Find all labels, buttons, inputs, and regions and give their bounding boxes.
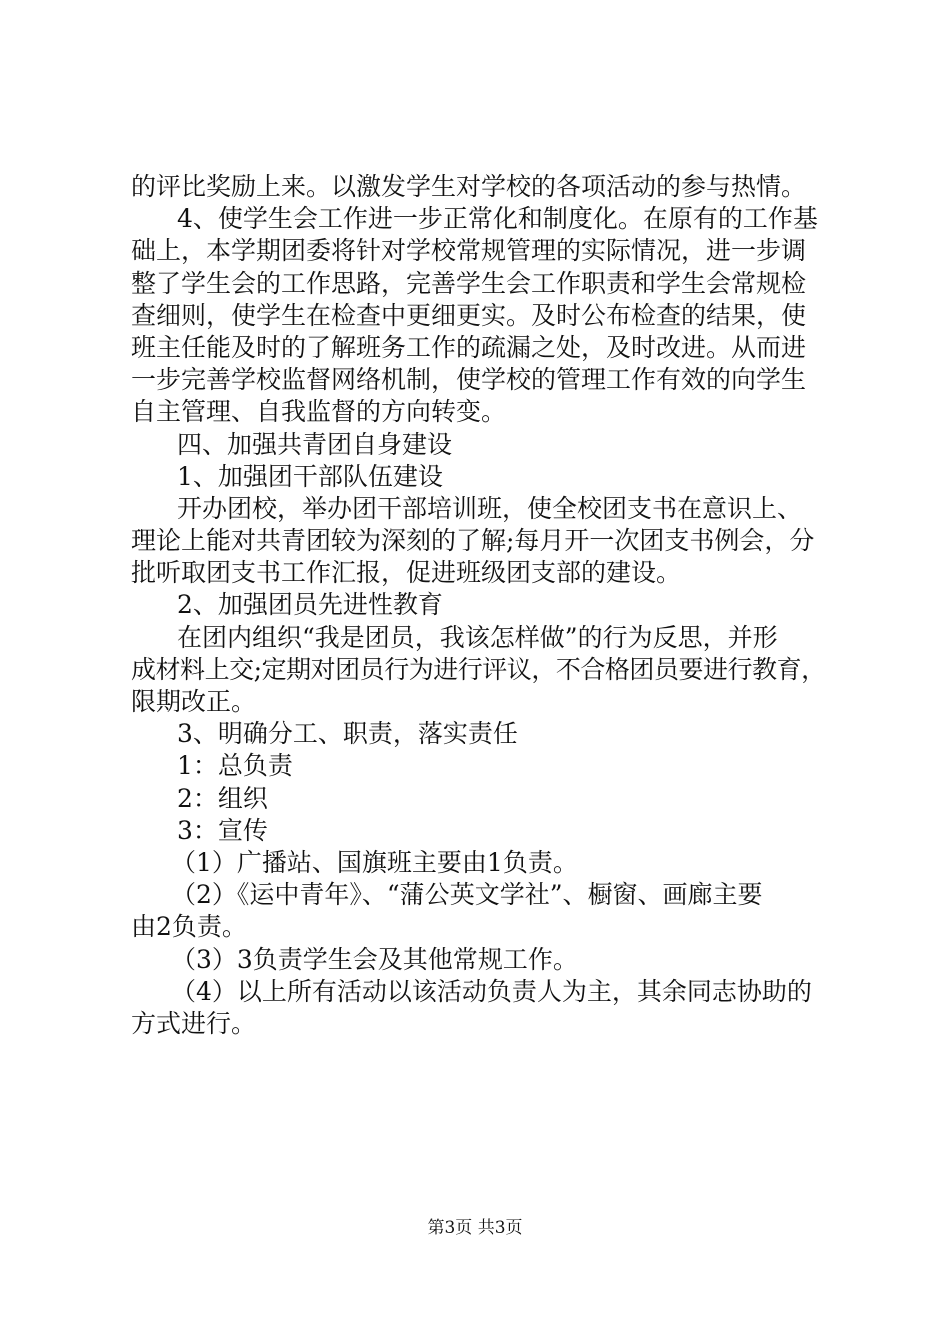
paragraph-line: 班主任能及时的了解班务工作的疏漏之处，及时改进。从而进 xyxy=(131,332,807,362)
subsection-heading: 3、明确分工、职责，落实责任 xyxy=(177,719,518,749)
list-item: （3）3负责学生会及其他常规工作。 xyxy=(171,944,578,974)
list-item: 2：组织 xyxy=(177,783,268,813)
paragraph-line: 开办团校，举办团干部培训班，使全校团支书在意识上、 xyxy=(177,493,803,523)
page-number-footer: 第3页 共3页 xyxy=(427,1218,523,1238)
paragraph-line: 自主管理、自我监督的方向转变。 xyxy=(131,397,507,427)
paragraph-line: 4、使学生会工作进一步正常化和制度化。在原有的工作基 xyxy=(177,204,818,234)
document-body xyxy=(131,171,831,1040)
subsection-heading: 1、加强团干部队伍建设 xyxy=(177,461,443,491)
section-heading: 四、加强共青团自身建设 xyxy=(177,429,453,459)
paragraph-line: 由2负责。 xyxy=(131,912,247,942)
paragraph-line: 整了学生会的工作思路，完善学生会工作职责和学生会常规检 xyxy=(131,268,807,298)
list-item: （1）广播站、国旗班主要由1负责。 xyxy=(171,847,578,877)
paragraph-line: 一步完善学校监督网络机制，使学校的管理工作有效的向学生 xyxy=(131,365,807,395)
list-item: 3：宣传 xyxy=(177,815,268,845)
paragraph-line: 限期改正。 xyxy=(131,687,257,716)
paragraph-line: 查细则，使学生在检查中更细更实。及时公布检查的结果，使 xyxy=(131,300,807,330)
list-item: （4）以上所有活动以该活动负责人为主，其余同志协助的 xyxy=(171,976,812,1006)
paragraph-line: 成材料上交;定期对团员行为进行评议，不合格团员要进行教育， xyxy=(131,654,826,684)
paragraph-line: 在团内组织“我是团员，我该怎样做”的行为反思，并形 xyxy=(177,622,778,652)
subsection-heading: 2、加强团员先进性教育 xyxy=(177,590,443,620)
paragraph-line: 础上，本学期团委将针对学校常规管理的实际情况，进一步调 xyxy=(131,236,807,266)
list-item: 1：总负责 xyxy=(177,751,293,781)
paragraph-line: 批听取团支书工作汇报，促进班级团支部的建设。 xyxy=(131,558,682,588)
paragraph-line: 方式进行。 xyxy=(131,1008,257,1038)
list-item: （2）《运中青年》、“蒲公英文学社”、橱窗、画廊主要 xyxy=(171,880,763,910)
paragraph-line: 的评比奖励上来。以激发学生对学校的各项活动的参与热情。 xyxy=(131,172,807,201)
paragraph-line: 理论上能对共青团较为深刻的了解;每月开一次团支书例会，分 xyxy=(131,526,815,556)
